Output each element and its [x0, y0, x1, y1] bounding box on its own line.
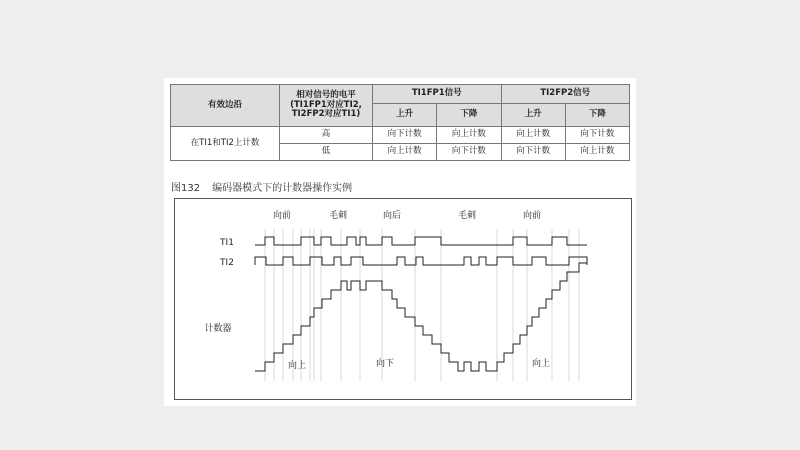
label-down: 向下 [375, 359, 395, 369]
counter-waveform [255, 263, 587, 371]
ti1-waveform [255, 237, 587, 245]
figure-caption [171, 179, 352, 194]
header-ti2fp2: TI2FP2信号 [501, 85, 630, 104]
counter-label: 计数器 [204, 324, 232, 334]
table-cell: 向上计数 [501, 127, 565, 144]
level-cell: 高 [280, 127, 373, 144]
timing-diagram [175, 199, 631, 399]
header-ti1-rise: 上升 [373, 104, 437, 127]
level-cell: 低 [280, 144, 373, 161]
label-up-2: 向上 [531, 359, 551, 369]
table-cell: 向下计数 [373, 127, 437, 144]
header-relative-level: 相对信号的电平 (TI1FP1对应TI2, TI2FP2对应TI1) [280, 85, 373, 127]
figure-title: 编码器模式下的计数器操作实例 [212, 183, 353, 194]
table-cell: 向上计数 [373, 144, 437, 161]
label-glitch-2: 毛刺 [457, 211, 477, 221]
header-ti1-fall: 下降 [437, 104, 501, 127]
row-label: 在TI1和TI2上计数 [171, 127, 280, 161]
document-sheet [164, 78, 636, 406]
signal-label-ti2: TI2 [220, 258, 234, 268]
header-valid-edge: 有效边沿 [171, 85, 280, 127]
header-ti2-fall: 下降 [565, 104, 629, 127]
label-forward-2: 向前 [522, 211, 542, 221]
signal-label-ti1: TI1 [220, 238, 234, 248]
header-ti2-rise: 上升 [501, 104, 565, 127]
table-cell: 向下计数 [437, 144, 501, 161]
header-ti1fp1: TI1FP1信号 [373, 85, 502, 104]
encoder-mode-table [170, 84, 630, 161]
table-cell: 向下计数 [501, 144, 565, 161]
table-cell: 向下计数 [565, 127, 629, 144]
label-glitch-1: 毛刺 [328, 211, 348, 221]
table-cell: 向上计数 [565, 144, 629, 161]
label-forward-1: 向前 [272, 211, 292, 221]
figure-number: 图132 [171, 183, 201, 194]
table-cell: 向上计数 [437, 127, 501, 144]
timing-diagram-frame [174, 198, 632, 400]
label-backward: 向后 [382, 211, 402, 221]
label-up-1: 向上 [287, 361, 307, 371]
ti2-waveform [255, 257, 587, 265]
